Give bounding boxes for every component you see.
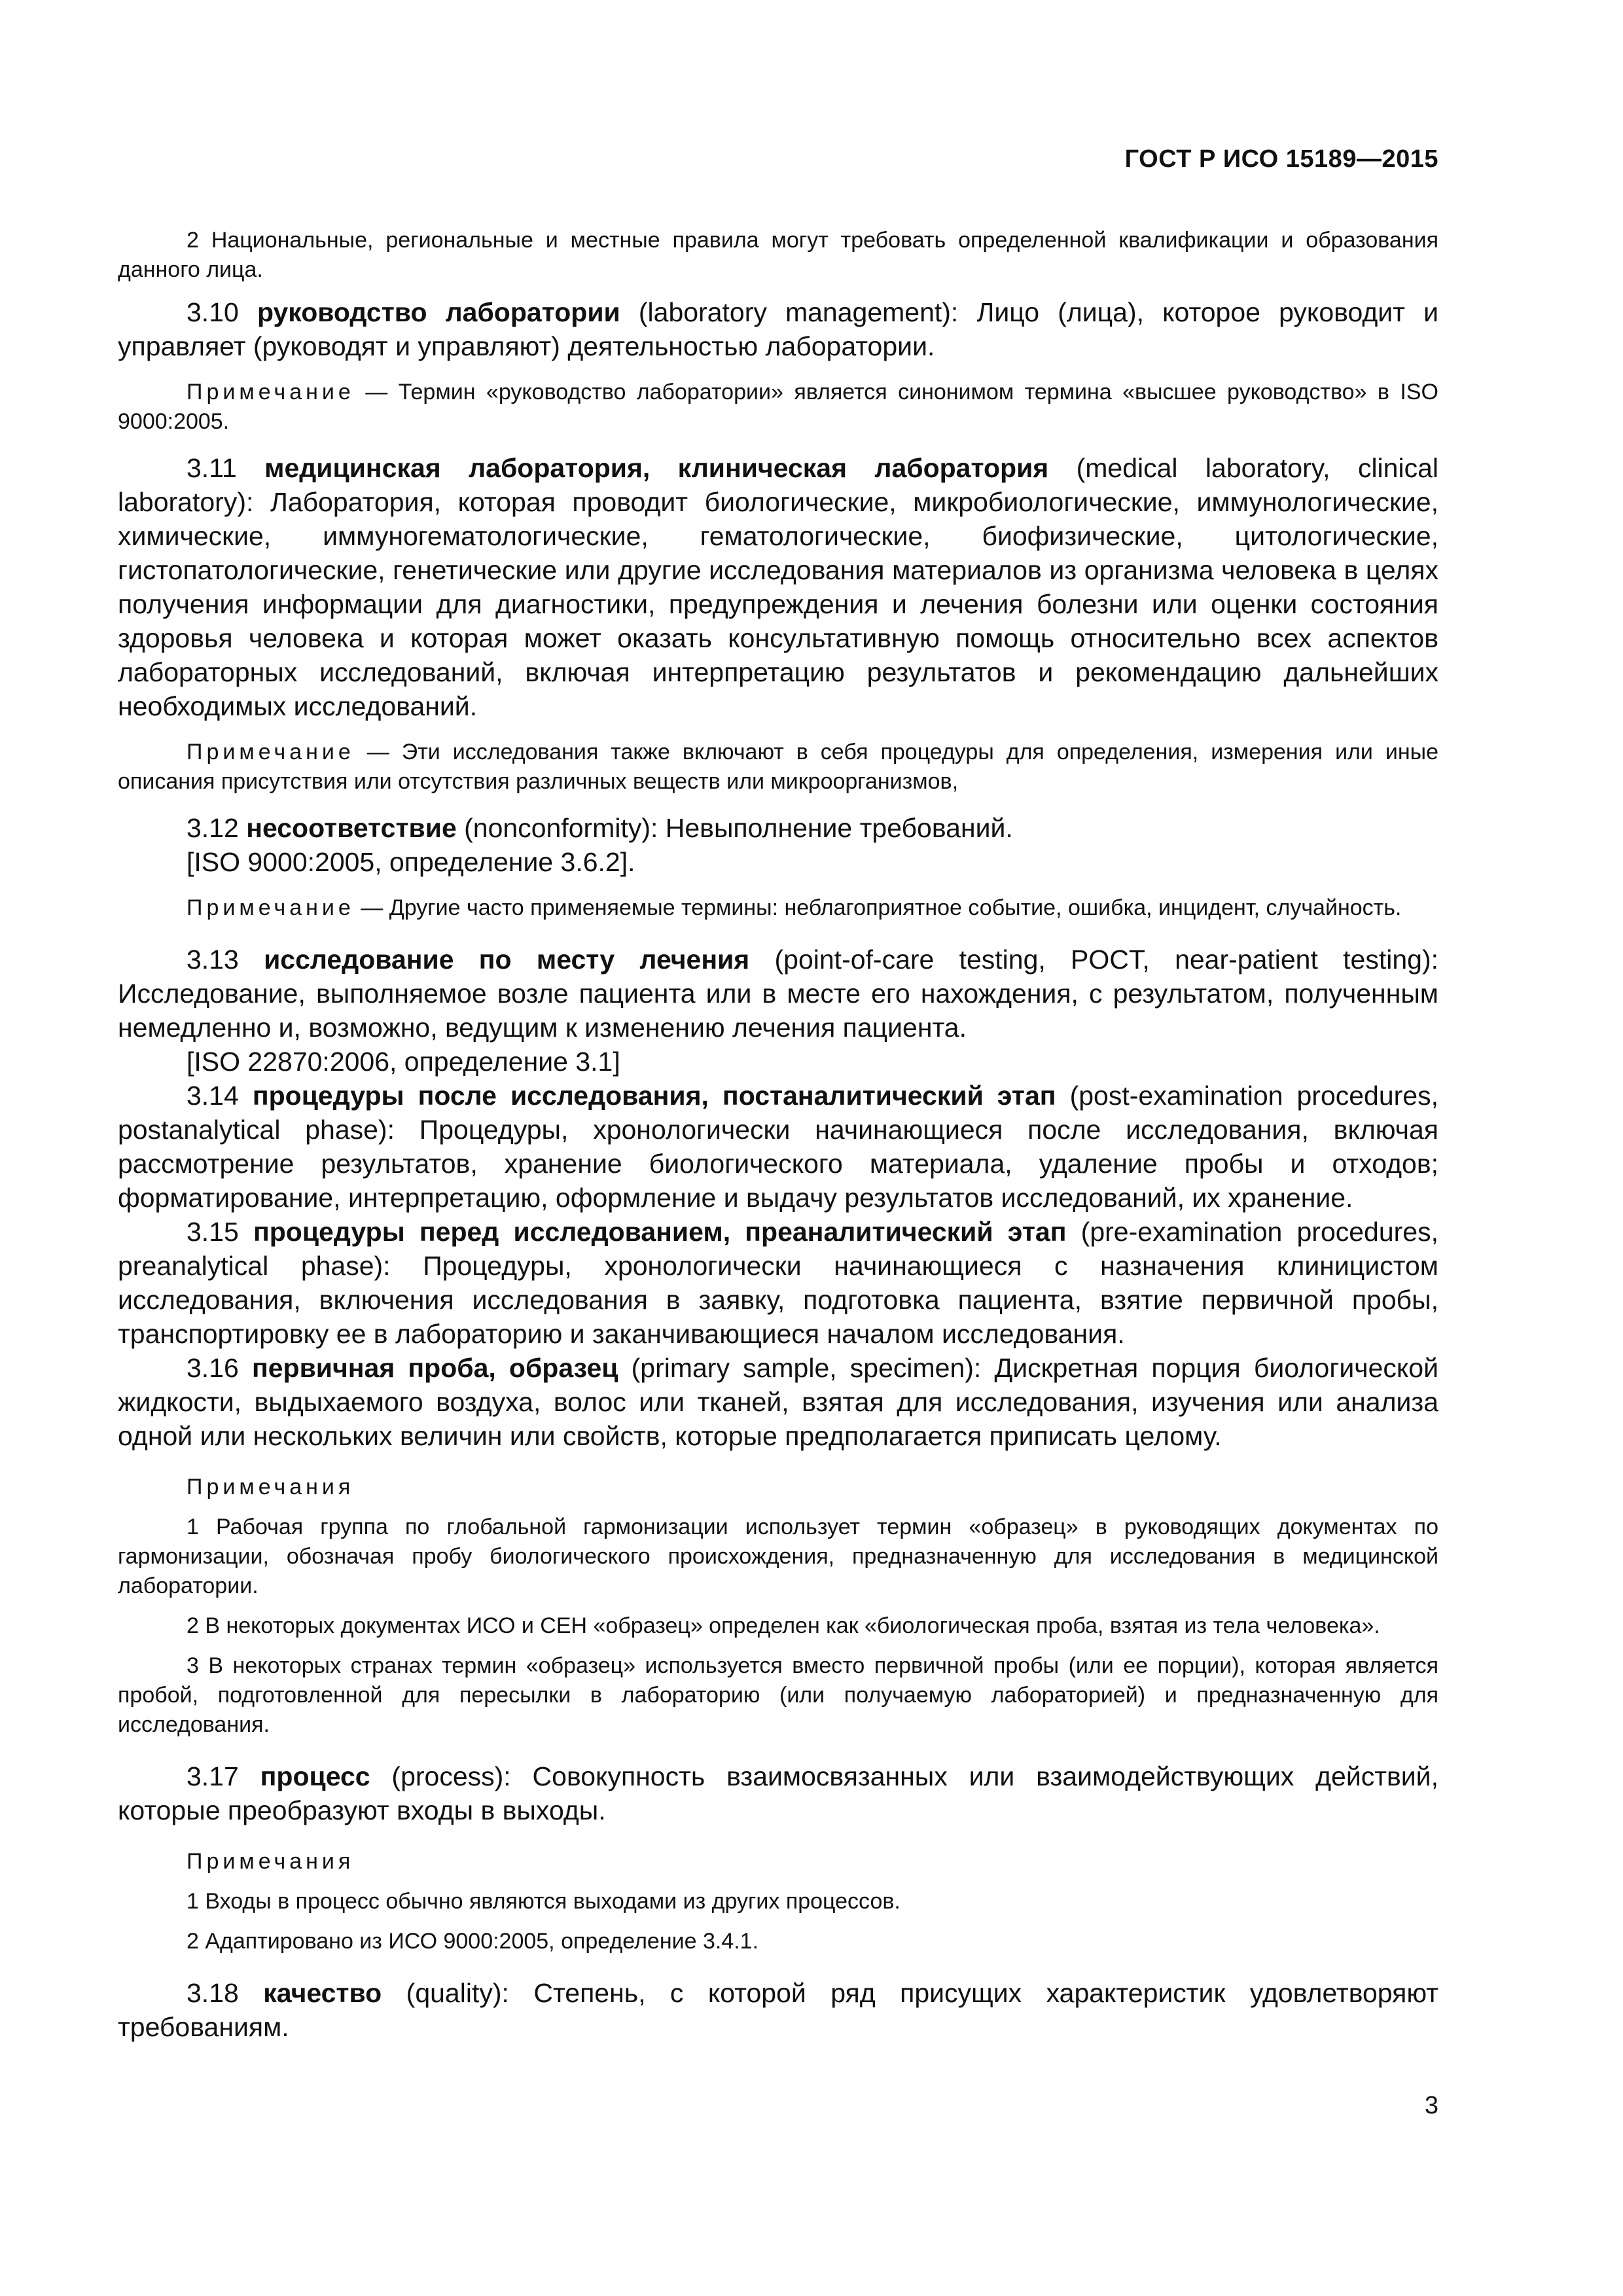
term-name: исследование по месту лечения: [264, 944, 750, 975]
term-definition-3-10: 3.10 руководство лаборатории (laboratory management): Лицо (лица), которое руководит и управляет (руководят и управляют) деятельностью лаборатории.: [118, 297, 1438, 361]
term-definition-3-13: 3.13 исследование по месту лечения (point-of-care testing, POCT, near-patient testing): Исследование, выполняемое возле пациента или в месте его нахождения, с результатом, полученным немедленно и, возможно, ведущим к изменению лечения пациента.: [118, 944, 1438, 1043]
term-name: качество: [263, 1978, 382, 2008]
term-definition-3-14: 3.14 процедуры после исследования, постаналитический этап (post-examination procedures, postanalytical phase): Процедуры, хронологически начинающиеся после исследования, включая рассмотрение результатов, хранение биологического материала, удаление пробы и отходов; форматирование, интерпретацию, оформление и выдачу результатов исследований, их хранение.: [118, 1081, 1438, 1213]
term-name: процедуры перед исследованием, преаналитический этап: [253, 1217, 1067, 1247]
term-definition-3-17: 3.17 процесс (process): Совокупность взаимосвязанных или взаимодействующих действий, которые преобразуют входы в выходы.: [118, 1761, 1438, 1825]
term-definition-3-12: 3.12 несоответствие (nonconformity): Невыполнение требований.: [187, 813, 1013, 843]
note: Примечание — Эти исследования также включают в себя процедуры для определения, измерения или иные описания присутствия или отсутствия различных веществ или микроорганизмов,: [118, 740, 1438, 794]
note-label: Примечание: [187, 895, 355, 920]
document-code-header: ГОСТ Р ИСО 15189—2015: [1124, 145, 1438, 173]
term-name: руководство лаборатории: [257, 297, 620, 327]
note: Примечание — Термин «руководство лаборатории» является синонимом термина «высшее руководство» в ISO 9000:2005.: [118, 380, 1438, 434]
note-item: 1 Входы в процесс обычно являются выходами из других процессов.: [187, 1889, 901, 1914]
source-reference: [ISO 22870:2006, определение 3.1]: [187, 1047, 620, 1077]
note-item: 2 Адаптировано из ИСО 9000:2005, определение 3.4.1.: [187, 1929, 759, 1954]
note-item: 3 В некоторых странах термин «образец» используется вместо первичной пробы (или ее порции), которая является пробой, подготовленной для пересылки в лабораторию (или получаемую лабораторией) и предназначенную для исследования.: [118, 1653, 1438, 1737]
notes-heading: Примечания: [187, 1849, 355, 1874]
page-content: [118, 226, 1438, 2044]
term-definition-3-16: 3.16 первичная проба, образец (primary sample, specimen): Дискретная порция биологической жидкости, выдыхаемого воздуха, волос или тканей, взятая для исследования, изучения или анализа одной или нескольких величин или свойств, которые предполагается приписать целому.: [118, 1353, 1438, 1451]
term-definition-3-15: 3.15 процедуры перед исследованием, преаналитический этап (pre-examination procedures, preanalytical phase): Процедуры, хронологически начинающиеся с назначения клиницистом исследования, включения исследования в заявку, подготовка пациента, взятие первичной пробы, транспортировку ее в лабораторию и заканчивающиеся началом исследования.: [118, 1217, 1438, 1349]
term-definition-3-11: 3.11 медицинская лаборатория, клиническая лаборатория (medical laboratory, clinical laboratory): Лаборатория, которая проводит биологические, микробиологические, иммунологические, химические, иммуногематологические, гематологические, биофизические, цитологические, гистопатологические, генетические или другие исследования материалов из организма человека в целях получения информации для диагностики, предупреждения и лечения болезни или оценки состояния здоровья человека и которая может оказать консультативную помощь относительно всех аспектов лабораторных исследований, включая интерпретацию результатов и рекомендацию дальнейших необходимых исследований.: [118, 453, 1438, 721]
note: Примечание — Другие часто применяемые термины: неблагоприятное событие, ошибка, инцидент, случайность.: [187, 895, 1402, 920]
page-number: 3: [1424, 2092, 1438, 2119]
term-name: первичная проба, образец: [251, 1353, 618, 1383]
note-item: 2 Национальные, региональные и местные правила могут требовать определенной квалификации и образования данного лица.: [118, 228, 1438, 282]
note-item: 2 В некоторых документах ИСО и СЕН «образец» определен как «биологическая проба, взятая из тела человека».: [187, 1613, 1380, 1638]
term-name: несоответствие: [246, 813, 457, 843]
term-name: процесс: [260, 1761, 370, 1791]
term-definition-3-18: 3.18 качество (quality): Степень, с которой ряд присущих характеристик удовлетворяют требованиям.: [118, 1978, 1438, 2042]
note-label: Примечание: [187, 740, 355, 764]
term-name: медицинская лаборатория, клиническая лаборатория: [264, 453, 1049, 483]
note-label: Примечание: [187, 380, 355, 404]
notes-heading: Примечания: [187, 1475, 355, 1499]
term-name: процедуры после исследования, постаналитический этап: [252, 1081, 1056, 1111]
note-item: 1 Рабочая группа по глобальной гармонизации использует термин «образец» в руководящих документах по гармонизации, обозначая пробу биологического происхождения, предназначенную для исследования в медицинской лаборатории.: [118, 1515, 1438, 1598]
source-reference: [ISO 9000:2005, определение 3.6.2].: [187, 847, 635, 877]
